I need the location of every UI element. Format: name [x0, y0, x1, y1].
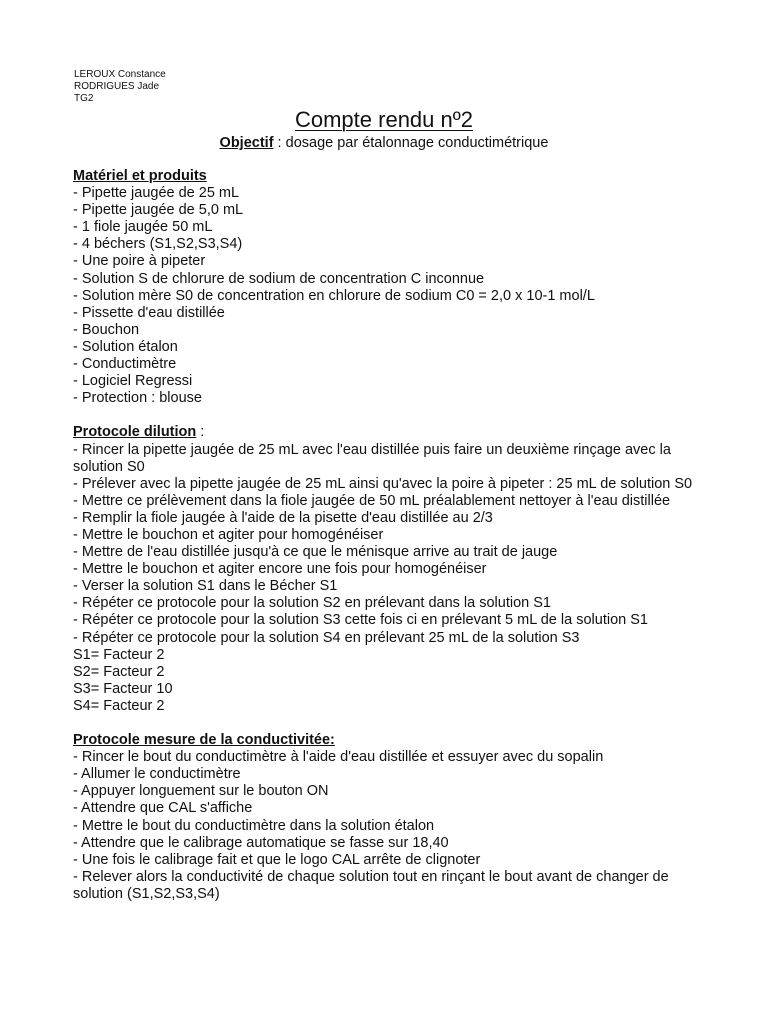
- dilution-factor: S3= Facteur 10: [73, 680, 173, 697]
- list-item: - Répéter ce protocole pour la solution S2 en prélevant dans la solution S1: [73, 595, 551, 612]
- list-item: - Attendre que CAL s'affiche: [73, 800, 253, 817]
- list-item: - Solution S de chlorure de sodium de concentration C inconnue: [73, 270, 485, 287]
- list-item: - 4 béchers (S1,S2,S3,S4): [73, 236, 243, 253]
- list-item: - Verser la solution S1 dans le Bécher S1: [73, 578, 338, 595]
- objective-line: [0, 134, 768, 152]
- list-item: - Conductimètre: [73, 356, 177, 373]
- materials-heading: Matériel et produits: [73, 168, 207, 184]
- list-item: - Remplir la fiole jaugée à l'aide de la pisette d'eau distillée au 2/3: [73, 509, 493, 526]
- objective-label: Objectif: [219, 135, 274, 151]
- list-item: - Bouchon: [73, 321, 140, 338]
- measurement-steps: [73, 749, 718, 903]
- list-item: - Allumer le conductimètre: [73, 766, 241, 783]
- list-item: - 1 fiole jaugée 50 mL: [73, 219, 213, 236]
- list-item: - Mettre le bouchon et agiter pour homogénéiser: [73, 526, 384, 543]
- objective-text: dosage par étalonnage conductimétrique: [285, 135, 549, 151]
- list-item: - Répéter ce protocole pour la solution S4 en prélevant 25 mL de la solution S3: [73, 629, 580, 646]
- dilution-factor: S2= Facteur 2: [73, 663, 165, 680]
- list-item: - Rincer le bout du conductimètre à l'aide d'eau distillée et essuyer avec du sopalin: [73, 749, 604, 766]
- document-title: Compte rendu nº2: [294, 107, 474, 132]
- section-spacer: [73, 715, 718, 732]
- dilution-heading-line: [73, 424, 718, 441]
- list-item: - Protection : blouse: [73, 390, 202, 407]
- list-item: - Mettre le bouchon et agiter encore une fois pour homogénéiser: [73, 561, 487, 578]
- dilution-factor: S1= Facteur 2: [73, 646, 165, 663]
- list-item: - Mettre de l'eau distillée jusqu'à ce que le ménisque arrive au trait de jauge: [73, 544, 558, 561]
- list-item: - Appuyer longuement sur le bouton ON: [73, 783, 329, 800]
- dilution-heading: Protocole dilution: [73, 424, 197, 441]
- class-name: TG2: [74, 93, 94, 104]
- section-spacer: [73, 407, 718, 424]
- list-item: - Une fois le calibrage fait et que le logo CAL arrête de clignoter: [73, 851, 481, 868]
- dilution-factors: [73, 647, 718, 715]
- list-item: - Attendre que le calibrage automatique se fasse sur 18,40: [73, 834, 449, 851]
- measurement-heading: Protocole mesure de la conductivitée:: [73, 732, 335, 749]
- list-item: - Solution étalon: [73, 338, 178, 355]
- list-item: - Répéter ce protocole pour la solution S3 cette fois ci en prélevant 5 mL de la solution S1: [73, 612, 648, 629]
- dilution-steps: [73, 442, 718, 647]
- author-block: [74, 69, 166, 105]
- dilution-heading-suffix: :: [196, 424, 205, 441]
- list-item: - Une poire à pipeter: [73, 253, 206, 270]
- list-item: - Rincer la pipette jaugée de 25 mL avec l'eau distillée puis faire un deuxième rinçage avec la solution S0: [73, 441, 671, 475]
- list-item: - Logiciel Regressi: [73, 373, 193, 390]
- list-item: - Relever alors la conductivité de chaque solution tout en rinçant le bout avant de changer de solution (S1,S2,S3,S4): [73, 868, 669, 902]
- materials-list: [73, 185, 718, 407]
- author-name: LEROUX Constance: [74, 69, 166, 80]
- list-item: - Prélever avec la pipette jaugée de 25 mL ainsi qu'avec la poire à pipeter : 25 mL de solution S0: [73, 475, 693, 492]
- objective-separator: :: [273, 135, 286, 151]
- list-item: - Pissette d'eau distillée: [73, 304, 225, 321]
- list-item: - Solution mère S0 de concentration en chlorure de sodium C0 = 2,0 x 10-1 mol/L: [73, 287, 595, 304]
- list-item: - Pipette jaugée de 25 mL: [73, 185, 240, 202]
- author-name: RODRIGUES Jade: [74, 81, 160, 92]
- list-item: - Mettre ce prélèvement dans la fiole jaugée de 50 mL préalablement nettoyer à l'eau distillée: [73, 492, 671, 509]
- list-item: - Mettre le bout du conductimètre dans la solution étalon: [73, 817, 435, 834]
- list-item: - Pipette jaugée de 5,0 mL: [73, 202, 244, 219]
- dilution-factor: S4= Facteur 2: [73, 697, 165, 714]
- document-body: [73, 168, 718, 903]
